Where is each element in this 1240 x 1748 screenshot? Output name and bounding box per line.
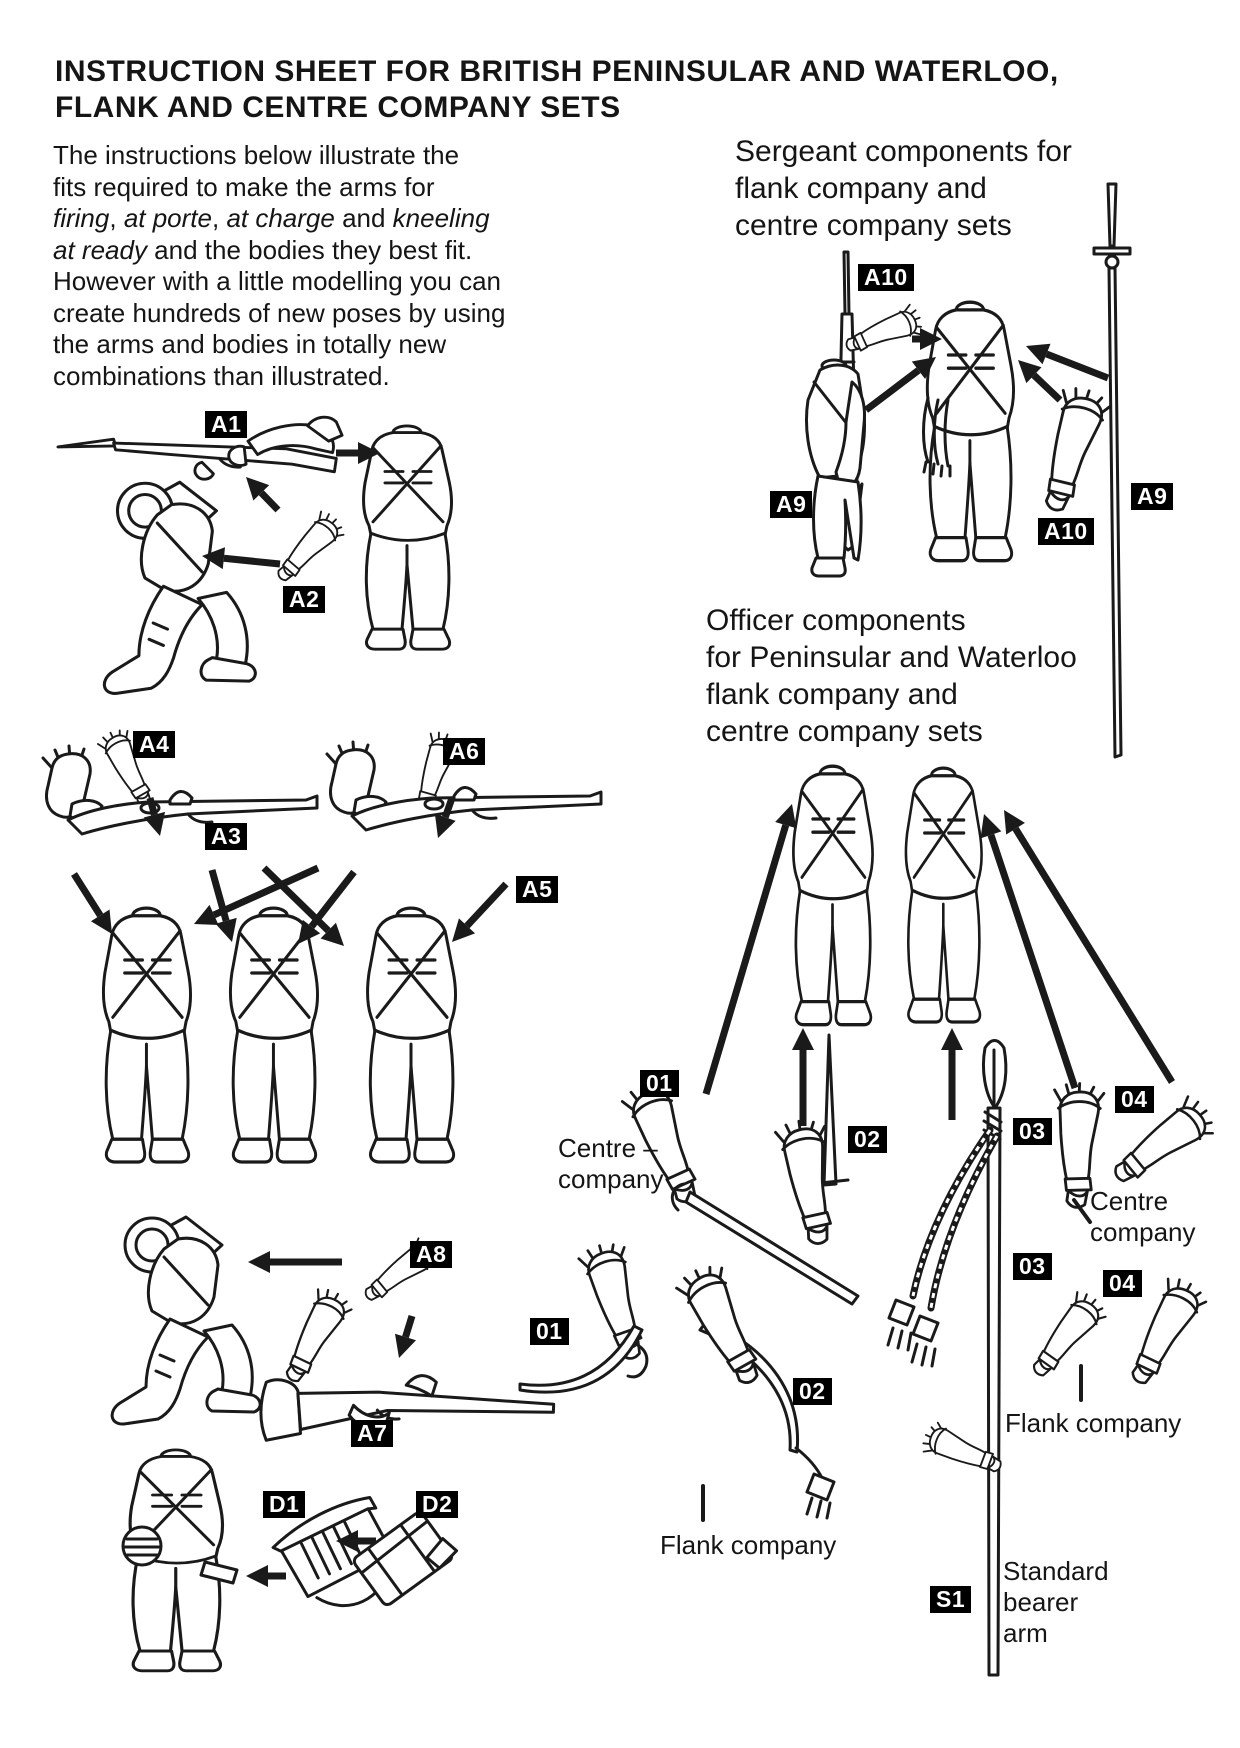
arrow-head-icon <box>941 1028 963 1050</box>
standing-body-illustration <box>364 426 452 649</box>
part-label-s1-22: S1 <box>930 1586 971 1613</box>
sergeant-heading-line: Sergeant components for <box>735 135 1072 168</box>
part-label-a10-13: A10 <box>1038 518 1094 545</box>
part-label-04-17: 04 <box>1115 1086 1154 1113</box>
intro-line: The instructions below illustrate the <box>53 140 460 170</box>
arrow-head-icon <box>395 1334 416 1358</box>
arrow-head-icon <box>248 1251 270 1273</box>
tassel-icon <box>912 1316 938 1366</box>
sergeant-pike-illustration <box>1094 184 1130 757</box>
intro-line: However with a little modelling you can <box>53 266 501 296</box>
arrow-head-icon <box>216 918 237 942</box>
part-label-a7-7: A7 <box>351 1420 393 1447</box>
officer-body-left-illustration <box>793 766 872 1024</box>
sergeant-heading-line: flank company and <box>735 172 987 205</box>
title-line-1: INSTRUCTION SHEET FOR BRITISH PENINSULAR AND WATERLOO, <box>55 55 1059 89</box>
arm-03-flank-illustration <box>1021 1288 1110 1384</box>
part-label-a8-6: A8 <box>410 1241 452 1268</box>
part-label-02-21: 02 <box>793 1378 832 1405</box>
intro-line: combinations than illustrated. <box>53 360 390 391</box>
intro-line: create hundreds of new poses by using <box>53 297 506 328</box>
part-label-a2-1: A2 <box>283 586 325 613</box>
arrow-head-icon <box>435 814 456 838</box>
figure-caption: Flank company <box>1005 1408 1182 1438</box>
figure-caption: company <box>558 1164 664 1194</box>
musket-arm-assembly-a3-illustration <box>43 746 317 834</box>
arrow-head-icon <box>775 804 796 828</box>
standing-body-with-packs-illustration <box>123 1450 237 1671</box>
figure-caption: arm <box>1003 1618 1048 1648</box>
part-label-02-15: 02 <box>848 1126 887 1153</box>
part-label-a10-10: A10 <box>858 264 914 291</box>
part-label-a9-12: A9 <box>1131 483 1173 510</box>
part-label-01-14: 01 <box>640 1070 679 1097</box>
headless-body-3-illustration <box>368 908 456 1162</box>
part-label-04-19: 04 <box>1103 1270 1142 1297</box>
officer-heading-line: for Peninsular and Waterloo <box>706 641 1077 674</box>
arrow-head-icon <box>980 814 1001 838</box>
part-label-03-16: 03 <box>1013 1118 1052 1145</box>
part-label-a5-5: A5 <box>516 876 558 903</box>
tassel-icon <box>888 1300 914 1350</box>
sergeant-with-musket-illustration <box>807 252 865 576</box>
firing-arms-musket-illustration <box>58 417 342 479</box>
officer-body-right-illustration <box>906 768 982 1022</box>
arm-a7-illustration <box>272 1284 355 1388</box>
spare-arm-a2-illustration <box>268 508 348 588</box>
officer-heading-line: flank company and <box>706 678 958 711</box>
figure-caption: Centre <box>1090 1186 1169 1216</box>
figure-caption: Centre – <box>558 1133 658 1163</box>
officer-heading-line: centre company sets <box>706 715 983 748</box>
intro-line: firing, at porte, at charge and kneeling <box>53 203 490 233</box>
headless-body-1-illustration <box>103 908 190 1162</box>
part-label-a3-4: A3 <box>205 823 247 850</box>
headless-body-2-illustration <box>230 908 317 1162</box>
officer-heading-line: Officer components <box>706 604 966 637</box>
figure-caption: company <box>1090 1217 1196 1247</box>
part-label-d1-8: D1 <box>263 1491 305 1518</box>
arrow-head-icon <box>792 1028 814 1050</box>
sergeant-heading-line: centre company sets <box>735 209 1012 242</box>
standard-pole-with-cords-illustration <box>888 1041 1006 1676</box>
intro-line: at ready and the bodies they best fit. <box>53 234 473 265</box>
intro-line: fits required to make the arms for <box>53 171 435 202</box>
part-label-01-20: 01 <box>530 1318 569 1345</box>
intro-line: the arms and bodies in totally new <box>53 329 447 359</box>
part-label-03-18: 03 <box>1013 1253 1052 1280</box>
raised-sword-icon <box>824 1035 836 1185</box>
sword-arm-02-centre-illustration <box>774 1035 848 1247</box>
title-line-2: FLANK AND CENTRE COMPANY SETS <box>55 91 621 125</box>
part-label-a6-3: A6 <box>443 738 485 765</box>
part-label-d2-9: D2 <box>416 1491 458 1518</box>
arrow-head-icon <box>246 1565 268 1587</box>
part-label-a4-2: A4 <box>133 731 175 758</box>
kneeling-ready-body-illustration <box>112 1217 260 1424</box>
part-label-a1-0: A1 <box>205 411 247 438</box>
musket-arms-a7-illustration <box>260 1370 555 1450</box>
sergeant-arm-a10-right-illustration <box>1027 383 1112 516</box>
sword-knot-cord-icon <box>796 1448 822 1478</box>
sabre-arm-01-flank-illustration <box>520 1240 652 1393</box>
figure-caption: Flank company <box>660 1530 837 1560</box>
figure-caption: bearer <box>1003 1587 1079 1617</box>
kneeling-firing-body-illustration <box>104 482 255 693</box>
figure-caption: Standard <box>1003 1556 1109 1586</box>
part-label-a9-11: A9 <box>770 491 812 518</box>
